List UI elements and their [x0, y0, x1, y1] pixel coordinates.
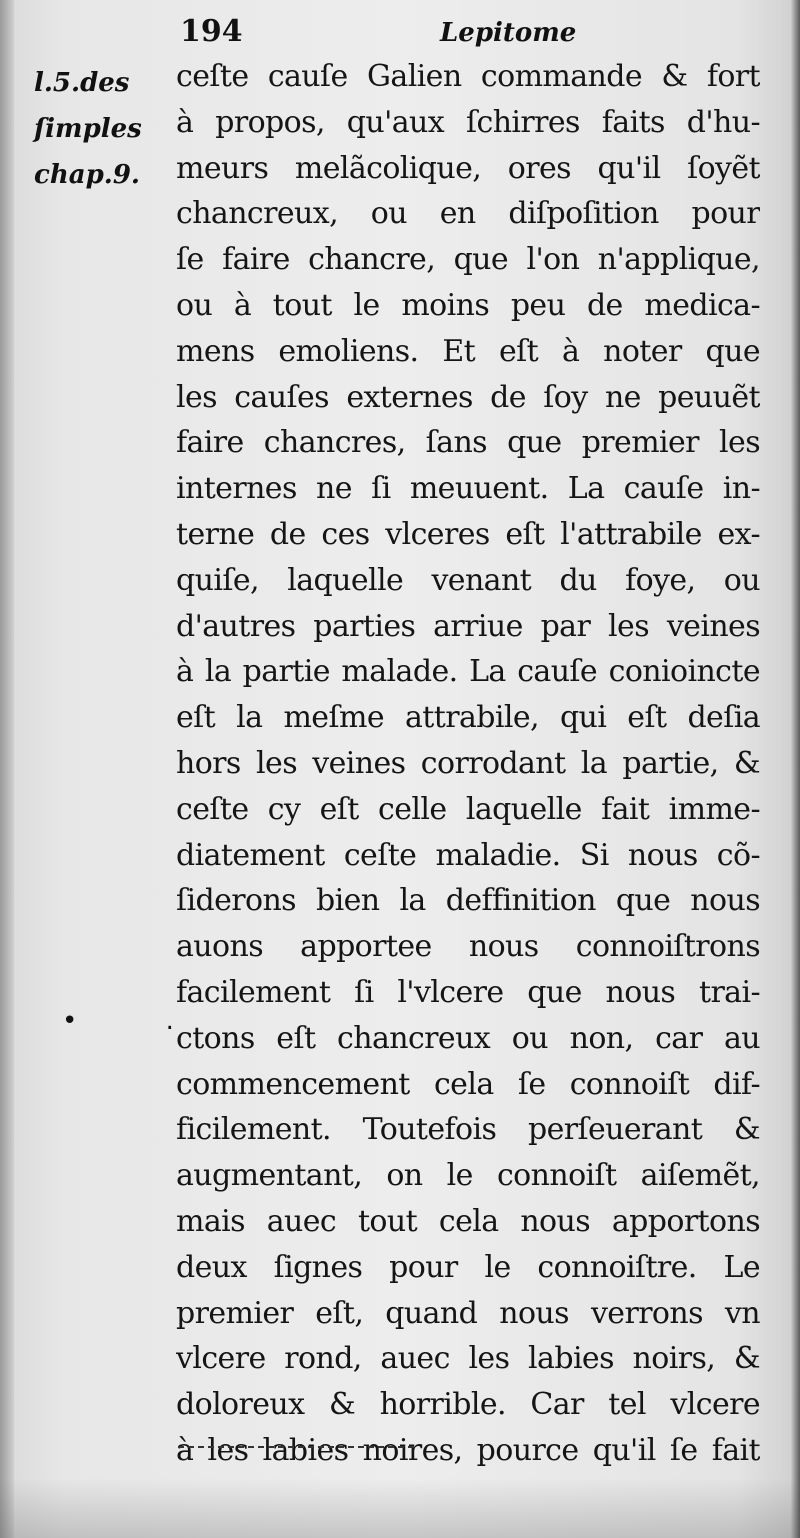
- text-line: hors les veines corrodant la partie, &: [176, 745, 760, 781]
- margin-dots: • .: [62, 1006, 214, 1036]
- text-line: premier eſt, quand nous verrons vn: [176, 1295, 760, 1331]
- text-line: à propos, qu'aux ſchirres faits d'hu-: [176, 104, 760, 140]
- text-line: les cauſes externes de ſoy ne peuuẽt: [176, 379, 760, 415]
- text-line: auons apportee nous connoiſtrons: [176, 929, 760, 965]
- page-spine-shadow: [0, 0, 14, 1538]
- page-bottom-shadow: [0, 1478, 800, 1538]
- text-line: diatement ceſte maladie. Si nous cõ-: [176, 837, 760, 873]
- text-line: d'autres parties arriue par les veines: [176, 608, 760, 644]
- margin-note-line: l.5.des: [34, 68, 130, 98]
- text-line: ſe faire chancre, que l'on n'applique,: [176, 242, 760, 278]
- text-line: eſt la meſme attrabile, qui eſt deſia: [176, 700, 760, 736]
- text-line: facilement ſi l'vlcere que nous trai-: [176, 974, 760, 1010]
- text-line: terne de ces vlceres eſt l'attrabile ex-: [176, 516, 760, 552]
- page-number: 194: [180, 14, 243, 49]
- text-line: augmentant, on le connoiſt aiſemẽt,: [176, 1158, 760, 1194]
- text-line: faire chancres, ſans que premier les: [176, 425, 760, 461]
- text-line: ſiderons bien la deffinition que nous: [176, 883, 760, 919]
- text-line: ou à tout le moins peu de medica-: [176, 287, 760, 323]
- margin-note: [34, 60, 174, 198]
- text-line: à la partie malade. La cauſe conioincte: [176, 654, 760, 690]
- catchword-rule: [178, 1446, 414, 1448]
- text-line: à les labies noires, pource qu'il ſe fait: [176, 1432, 760, 1468]
- text-line: internes ne ſi meuuent. La cauſe in-: [176, 471, 760, 507]
- text-line: deux ſignes pour le connoiſtre. Le: [176, 1249, 760, 1285]
- text-line: mens emoliens. Et eſt à noter que: [176, 333, 760, 369]
- page-header: [180, 14, 760, 54]
- body-text: [176, 54, 760, 1474]
- text-line: doloreux & horrible. Car tel vlcere: [176, 1387, 760, 1423]
- margin-note-line: ſimples: [34, 114, 142, 144]
- text-line: ceſte cauſe Galien commande & fort: [176, 59, 760, 94]
- text-line: meurs melãcolique, ores qu'il ſoyẽt: [176, 150, 760, 186]
- text-line: chancreux, ou en diſpoſition pour: [176, 196, 760, 232]
- text-line: ficilement. Toutefois perſeuerant &: [176, 1112, 760, 1148]
- margin-note-line: chap.9.: [34, 160, 140, 190]
- text-line: ctons eſt chancreux ou non, car au: [176, 1020, 760, 1056]
- text-line: quiſe, laquelle venant du foye, ou: [176, 562, 760, 598]
- text-line: mais auec tout cela nous apportons: [176, 1203, 760, 1239]
- page-edge-shadow: [790, 0, 800, 1538]
- running-title: Lepitome: [440, 18, 577, 48]
- text-line: commencement cela ſe connoiſt dif-: [176, 1066, 760, 1102]
- text-line: ceſte cy eſt celle laquelle fait imme-: [176, 791, 760, 827]
- text-line: vlcere rond, auec les labies noirs, &: [176, 1341, 760, 1377]
